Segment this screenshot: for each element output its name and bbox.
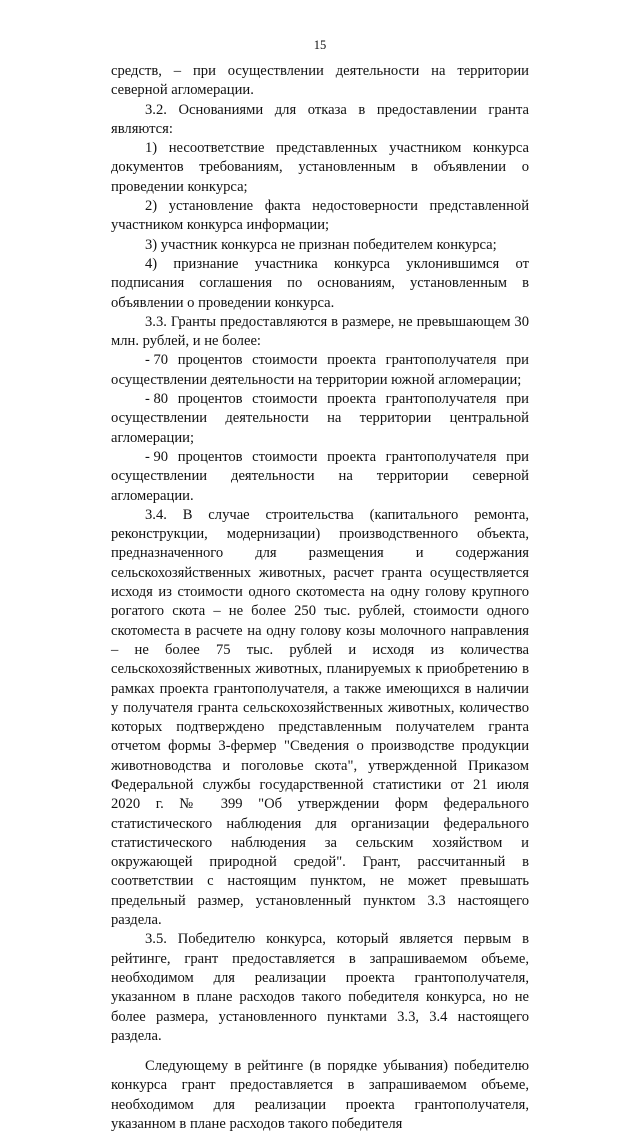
- percent-list-item: [111, 390, 529, 448]
- list-word: процентов: [177, 391, 243, 408]
- percent-list-item: [111, 448, 529, 506]
- paragraph-3-2-item-1: 1) несоответствие представленных участником конкурса документов требованиям, установленным в объявлении о проведении конкурса;: [111, 140, 529, 195]
- list-word: стоимости: [252, 448, 318, 465]
- list-percent: - 80: [145, 391, 169, 408]
- paragraph-3-2-item-3: 3) участник конкурса не признан победителем конкурса;: [145, 236, 497, 253]
- page-number: 15: [313, 38, 327, 52]
- percent-list-line: [111, 390, 529, 409]
- paragraph-3-3: 3.3. Гранты предоставляются в размере, не превышающем 30 млн. рублей, и не более:: [111, 313, 529, 350]
- paragraph-3-2: 3.2. Основаниями для отказа в предоставлении гранта являются:: [111, 101, 529, 137]
- list-word: грантополучателя: [385, 391, 497, 408]
- list-word: грантополучателя: [385, 352, 497, 369]
- percent-list-continuation: осуществлении деятельности на территории центральной агломерации;: [111, 410, 529, 446]
- percent-list-line: [111, 351, 529, 370]
- paragraph-3-2-item-2: 2) установление факта недостоверности представленной участником конкурса информации;: [111, 198, 529, 234]
- list-word: проекта: [327, 391, 377, 408]
- list-word: процентов: [177, 352, 243, 369]
- paragraph-next-winner: Следующему в рейтинге (в порядке убывания) победителю конкурса грант предоставляется в запрашиваемом объеме, необходимом для реализации проекта грантополучателя, указанном в плане расходов такого победителя: [111, 1058, 529, 1133]
- list-word: процентов: [177, 448, 243, 465]
- list-word: при: [506, 448, 529, 465]
- list-word: стоимости: [252, 391, 318, 408]
- paragraph-continuation: средств, – при осуществлении деятельности на территории северной агломерации.: [111, 63, 529, 99]
- list-word: грантополучателя: [385, 448, 497, 465]
- percent-list-continuation: осуществлении деятельности на территории южной агломерации;: [111, 371, 522, 388]
- percent-list-item: [111, 351, 529, 390]
- paragraph-3-4: 3.4. В случае строительства (капитального ремонта, реконструкции, модернизации) производственного объекта, предназначенного для размещения и содержания сельскохозяйственных животных, расчет гранта осуществляется исходя из стоимости одного скотоместа на одну голову крупного рогатого скота – не более 250 тыс. рублей, стоимости одного скотоместа в расчете на одну голову козы молочного направления – не более 75 тыс. рублей и исходя из количества сельскохозяйственных животных, планируемых к приобретению в рамках проекта грантополучателя, а также имеющихся в наличии у получателя гранта сельскохозяйственных животных, количество которых подтверждено представленным получателем гранта отчетом формы 3-фермер "Сведения о производстве продукции животноводства и поголовье скота", утвержденной Приказом Федеральной службы государственной статистики от 21 июля 2020 г. № 399 "Об утверждении форм федерального статистического наблюдения для организации федерального статистического наблюдения за сельским хозяйством и окружающей природной средой". Грант, рассчитанный в соответствии с настоящим пунктом, не может превышать предельный размер, установленный пунктом 3.3 настоящего раздела.: [111, 506, 529, 929]
- list-word: при: [506, 391, 529, 408]
- document-body: [111, 62, 529, 1134]
- paragraph-3-5: 3.5. Победителю конкурса, который является первым в рейтинге, грант предоставляется в запрашиваемом объеме, необходимом для реализации проекта грантополучателя, указанном в плане расходов такого победителя конкурса, но не более размера, установленного пунктами 3.3, 3.4 настоящего раздела.: [111, 931, 529, 1044]
- list-word: проекта: [327, 448, 377, 465]
- list-percent: - 70: [145, 352, 169, 369]
- list-word: проекта: [327, 352, 377, 369]
- paragraph-3-2-item-4: 4) признание участника конкурса уклонившимся от подписания соглашения по основаниям, установленным в объявлении о проведении конкурса.: [111, 255, 529, 311]
- percent-list-line: [111, 448, 529, 467]
- list-word: стоимости: [252, 352, 318, 369]
- list-percent: - 90: [145, 448, 169, 465]
- percent-list-continuation: осуществлении деятельности на территории северной агломерации.: [111, 468, 529, 504]
- list-word: при: [506, 352, 529, 369]
